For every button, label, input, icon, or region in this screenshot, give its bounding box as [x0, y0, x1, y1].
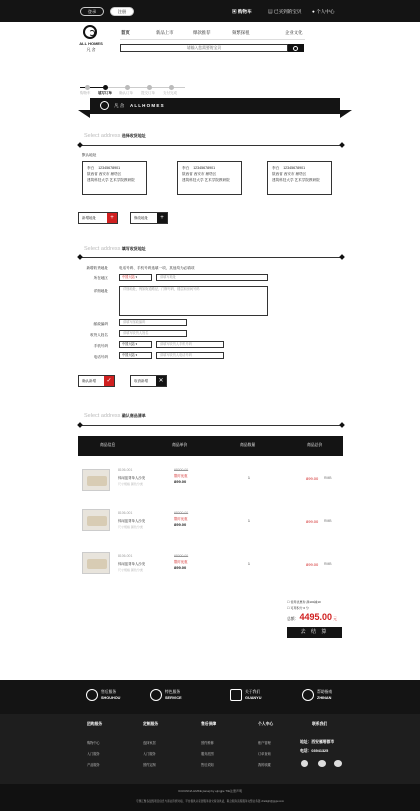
default-address-label: 默认地址: [82, 153, 97, 157]
mobile-input[interactable]: 请填写收货人手机号码: [156, 341, 224, 348]
mobile-region-value: 中国大陆: [122, 342, 135, 346]
chevron-down-icon: ▾: [135, 342, 138, 346]
special-service-icon: [150, 689, 162, 701]
section-form-cn: 填写收货地址: [121, 246, 146, 251]
divider-diamond-right: [339, 254, 345, 260]
product-spec: 尺寸规格 颜色分类: [118, 525, 143, 529]
banner-en: A L L H O M E S: [130, 103, 164, 108]
product-image[interactable]: [82, 469, 110, 491]
login-button[interactable]: 登录: [80, 7, 104, 16]
product-spec: 尺寸规格 颜色分类: [118, 568, 143, 572]
copyright-text: ICUIUNNA HMKE jianaji by ejingjie TIE注册声明: [178, 789, 242, 793]
region-select[interactable]: [119, 274, 152, 281]
total-currency: 元: [333, 617, 337, 621]
row-total-unit: RMB: [324, 519, 332, 523]
account-link[interactable]: [312, 7, 334, 16]
chevron-down-icon: ▾: [135, 275, 138, 279]
help-guide-icon: [302, 689, 314, 701]
section-products-divider: [80, 425, 342, 426]
row-total-unit: RMB: [324, 562, 332, 566]
total-amount: 4495.00: [299, 612, 332, 622]
service-en: SERVICE: [165, 696, 182, 700]
address-card[interactable]: [82, 161, 147, 195]
product-spec: 尺寸规格 颜色分类: [118, 482, 143, 486]
step-label-5: 支付完成: [163, 91, 177, 95]
tel-region-value: 中国大陆: [122, 353, 135, 357]
favorites-icon: ▤: [268, 9, 274, 14]
product-image[interactable]: [82, 552, 110, 574]
step-dot-1: [85, 85, 90, 90]
plus-icon: +: [157, 213, 167, 223]
divider-diamond-left: [77, 142, 83, 148]
section-form-en: Select address: [84, 246, 121, 252]
detail-label: 详细地址: [93, 289, 108, 293]
step-dot-3: [125, 85, 130, 90]
detail-textarea[interactable]: 详细地址，例如街道路径，门牌号码，楼层和房间号码: [119, 286, 268, 316]
section-address-cn: 选择收货地址: [121, 133, 146, 138]
search-input[interactable]: 请输入您需要的宝贝: [120, 44, 288, 52]
address-line1: 陕西省 西安市 雁塔区: [182, 172, 217, 176]
address-phone: 12345678901: [98, 166, 121, 170]
step-dot-4: [147, 85, 152, 90]
tel-region-select[interactable]: [119, 352, 152, 359]
confirm-add-label: 确认新增: [82, 379, 96, 383]
checkout-button[interactable]: 去 结 算: [287, 627, 342, 638]
weibo-icon[interactable]: [334, 760, 342, 767]
section-form-divider: [80, 257, 342, 258]
step-label-4: 提交订单: [141, 91, 155, 95]
plus-icon: +: [107, 213, 117, 223]
search-button[interactable]: [288, 44, 304, 52]
service-cn[interactable]: 特色服务: [165, 690, 181, 694]
th-product: 商品信息: [100, 443, 116, 447]
checkbox[interactable]: ☐: [287, 606, 291, 610]
service-en: ZHINAN: [317, 696, 332, 700]
divider-diamond-right: [339, 142, 345, 148]
footer-link[interactable]: 订单查询: [258, 752, 271, 756]
chevron-down-icon: ▾: [135, 353, 138, 357]
cart-label: 购物车: [237, 9, 252, 14]
address-line2: 建筑科技大学 艺术学院教研院: [87, 178, 135, 182]
quantity: 1: [248, 476, 250, 480]
footer-col-title: 团购服务: [87, 722, 103, 726]
tel-label: 电话号码: [93, 355, 108, 359]
footer-link[interactable]: 入门服务: [143, 752, 156, 756]
qq-icon[interactable]: [301, 760, 308, 767]
brand-banner: [90, 98, 340, 114]
cancel-add-button[interactable]: [130, 375, 167, 387]
about-us-icon: [230, 689, 242, 701]
address-name: 李白: [272, 166, 280, 170]
service-cn[interactable]: 帮助指南: [317, 690, 333, 694]
footer-link[interactable]: 入门服务: [87, 752, 100, 756]
form-hint-label: 新增收货地址: [86, 266, 108, 270]
banner-ribbon-right: [340, 110, 352, 118]
footer-col-title: 联系我们: [312, 722, 328, 726]
region-value: 中国大陆: [122, 275, 135, 279]
add-address-button[interactable]: [78, 212, 118, 224]
banner-ribbon-left: [78, 110, 90, 118]
confirm-add-button[interactable]: [78, 375, 115, 387]
form-hint: 电话号码、手机号码选填一项，其他均为必填项: [119, 266, 195, 270]
after-sales-icon: [86, 689, 98, 701]
address-card[interactable]: [177, 161, 242, 195]
points-option[interactable]: [287, 606, 309, 610]
register-button[interactable]: 注册: [110, 7, 134, 16]
promo-tag: 限时优惠: [174, 517, 188, 521]
footer-link[interactable]: 预约定制: [143, 763, 156, 767]
quantity: 1: [248, 562, 250, 566]
coupon-label: 使用优惠券 满100减10: [290, 600, 321, 604]
product-table-header: [78, 436, 343, 456]
service-cn[interactable]: 售后服务: [101, 690, 117, 694]
close-icon: ✕: [156, 376, 166, 386]
th-unit-price: 商品单价: [172, 443, 188, 447]
footer-link[interactable]: 服务范围: [201, 752, 214, 756]
th-total: 商品总价: [307, 443, 323, 447]
product-name[interactable]: 休闲蓝背单人沙发: [118, 562, 146, 566]
cart-icon: ▣: [232, 9, 238, 14]
footer-col-title: 个人中心: [258, 722, 274, 726]
service-en: SHOUHOU: [101, 696, 121, 700]
nav-new[interactable]: 新品上市: [156, 30, 174, 35]
promo-tag: 限时优惠: [174, 560, 188, 564]
order-total: [287, 612, 337, 622]
cart-link[interactable]: [232, 7, 252, 16]
footer-link[interactable]: 购物中心: [87, 741, 100, 745]
product-code: 8106-001: [118, 468, 133, 472]
quantity: 1: [248, 519, 250, 523]
banner-logo-icon: [100, 101, 109, 110]
icp-text: 专题汇聚各层级项目信息与商业资源对接，平台提供从家居服务到交易到供货，联合服务流程服务完整业务链 chelkgh@jyjgw.com: [135, 800, 285, 803]
top-bar: [0, 0, 420, 22]
table-row: [78, 505, 343, 541]
user-icon: ●: [312, 9, 317, 14]
product-code: 8106-001: [118, 554, 133, 558]
section-products-cn: 确认商品清单: [121, 413, 146, 418]
footer-link[interactable]: 选择家居: [143, 741, 156, 745]
zip-input[interactable]: 请填写邮政编码: [119, 319, 187, 326]
address-name: 李白: [87, 166, 95, 170]
step-label-3: 确认订单: [119, 91, 133, 95]
footer-link[interactable]: 我的收藏: [258, 763, 271, 767]
product-code: 8106-001: [118, 511, 133, 515]
section-products-title: [84, 413, 146, 419]
nav-culture[interactable]: 企业文化: [285, 30, 303, 35]
total-label: 总额：: [287, 617, 299, 621]
address-line2: 建筑科技大学 艺术学院教研院: [182, 178, 230, 182]
zip-label: 邮政编码: [93, 322, 108, 326]
table-row: [78, 549, 343, 585]
product-image[interactable]: [82, 509, 110, 531]
old-price: ¥8000.00: [174, 468, 189, 472]
unit-price: 899.00: [174, 522, 187, 527]
wechat-icon[interactable]: [318, 760, 326, 767]
tel-input[interactable]: 请填写收货人电话号码: [156, 352, 224, 359]
section-products-en: Select address: [84, 413, 121, 419]
service-en: GUANYU: [245, 696, 262, 700]
footer-col-title: 定制服务: [143, 722, 159, 726]
table-row: [78, 462, 343, 498]
product-name[interactable]: 休闲蓝背单人沙发: [118, 519, 146, 523]
address-name: 李白: [182, 166, 190, 170]
old-price: ¥8000.00: [174, 511, 189, 515]
section-address-title: [84, 133, 146, 139]
contact-phone: 电话：03941325: [300, 749, 329, 753]
nav-hot[interactable]: 爆款推荐: [193, 30, 211, 35]
divider-diamond-left: [77, 422, 83, 428]
brand-name-en: ALL HOMES: [79, 41, 103, 46]
step-dot-5: [169, 85, 174, 90]
row-total: 899.00: [306, 519, 319, 524]
brand-logo[interactable]: [83, 25, 97, 39]
address-line1: 陕西省 西安市 雁塔区: [272, 172, 307, 176]
address-line2: 建筑科技大学 艺术学院教研院: [272, 178, 320, 182]
divider-diamond-right: [339, 422, 345, 428]
footer-services: [0, 680, 420, 714]
address-phone: 12345678901: [193, 166, 216, 170]
footer-link[interactable]: 产品服务: [87, 763, 100, 767]
mobile-label: 手机号码: [93, 344, 108, 348]
edit-address-button[interactable]: [130, 212, 168, 224]
unit-price: 899.00: [174, 565, 187, 570]
check-icon: ✓: [104, 376, 114, 386]
section-form-title: [84, 246, 146, 252]
footer-link[interactable]: 售后须知: [201, 763, 214, 767]
unit-price: 899.00: [174, 479, 187, 484]
points-label: 可用积分 0 分: [290, 606, 309, 610]
step-line-done: [80, 87, 105, 88]
divider-diamond-left: [77, 254, 83, 260]
favorites-link[interactable]: [268, 7, 301, 16]
region-label: 所在地区: [93, 276, 108, 280]
address-card[interactable]: [267, 161, 332, 195]
row-total-unit: RMB: [324, 476, 332, 480]
region-input[interactable]: 请填写地址: [156, 274, 268, 281]
service-cn[interactable]: 关于我们: [245, 690, 261, 694]
receiver-name-label: 收货人姓名: [90, 333, 108, 337]
nav-home[interactable]: 首页: [121, 30, 130, 35]
product-name[interactable]: 休闲蓝背单人沙发: [118, 476, 146, 480]
section-address-en: Select address: [84, 133, 121, 139]
account-label: 个人中心: [316, 9, 335, 14]
favorites-label: 已买到的宝贝: [273, 9, 302, 14]
promo-tag: 限时优惠: [174, 474, 188, 478]
mobile-region-select[interactable]: [119, 341, 152, 348]
cancel-add-label: 取消新增: [134, 379, 148, 383]
checkbox[interactable]: ☐: [287, 600, 291, 604]
footer-col-title: 售后保障: [201, 722, 217, 726]
brand-name-cn: 凡 舍: [86, 47, 96, 52]
contact-address: 地址：西安雁塔都市: [300, 740, 335, 744]
nav-rent[interactable]: 频繁探租: [232, 30, 250, 35]
footer-link[interactable]: 预约维修: [201, 741, 214, 745]
step-label-1: 购物车: [80, 91, 91, 95]
address-line1: 陕西省 西安市 雁塔区: [87, 172, 122, 176]
receiver-name-input[interactable]: 请填写收货人姓名: [119, 330, 187, 337]
banner-cn: 凡 舍: [114, 103, 125, 108]
step-dot-2: [103, 85, 108, 90]
edit-address-label: 修改地址: [134, 216, 148, 220]
coupon-option[interactable]: [287, 600, 321, 604]
nav-divider: [120, 39, 305, 40]
row-total: 899.00: [306, 562, 319, 567]
th-quantity: 商品数量: [240, 443, 256, 447]
address-phone: 12345678901: [283, 166, 306, 170]
step-label-2: 填写订单: [98, 91, 112, 95]
section-address-divider: [80, 145, 342, 146]
footer-link[interactable]: 账户管理: [258, 741, 271, 745]
old-price: ¥8000.00: [174, 554, 189, 558]
add-address-label: 新增地址: [82, 216, 96, 220]
row-total: 899.00: [306, 476, 319, 481]
